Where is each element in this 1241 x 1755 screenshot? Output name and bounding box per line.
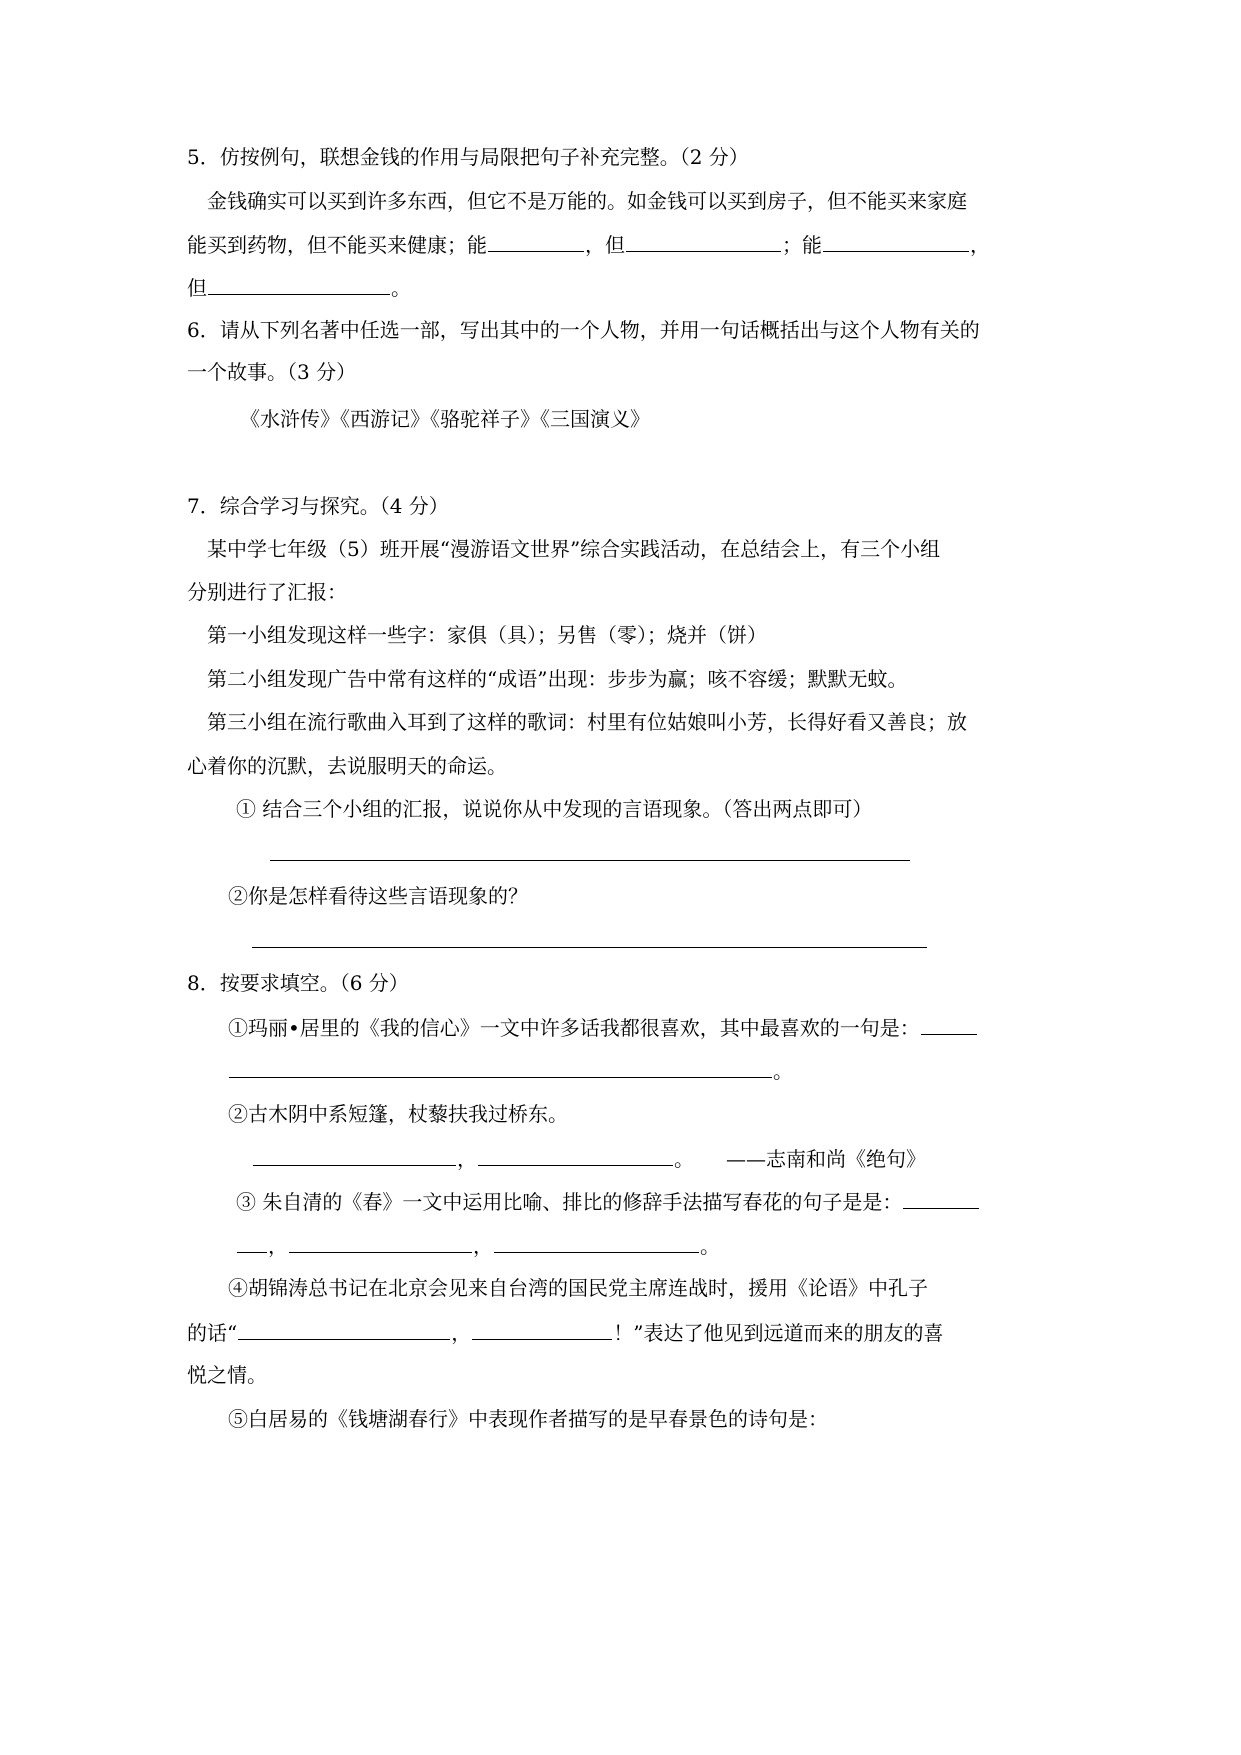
q8-blank-4b[interactable] bbox=[472, 1317, 612, 1340]
q5-text: ， bbox=[970, 233, 990, 257]
q8-text: ， bbox=[451, 1321, 472, 1345]
q7-group-3: 第三小组在流行歌曲入耳到了这样的歌词：村里有位姑娘叫小芳，长得好看又善良；放 bbox=[207, 710, 967, 734]
q5-blank-3[interactable] bbox=[823, 229, 969, 252]
q8-text: ， bbox=[473, 1234, 493, 1258]
q5-line2 bbox=[187, 229, 1057, 259]
q7-intro-cont: 分别进行了汇报： bbox=[187, 580, 347, 604]
q8-item-2-blanks bbox=[252, 1143, 1052, 1173]
q5-blank-2[interactable] bbox=[626, 229, 781, 252]
q5-text: ；能 bbox=[782, 233, 822, 257]
q7-title: 7．综合学习与探究。（4 分） bbox=[187, 494, 449, 518]
q8-item-3-blanks bbox=[236, 1230, 1058, 1260]
q7-sub-question-1: ① 结合三个小组的汇报，说说你从中发现的言语现象。（答出两点即可） bbox=[236, 797, 873, 821]
q8-item-5: ⑤白居易的《钱塘湖春行》中表现作者描写的是早春景色的诗句是： bbox=[228, 1407, 828, 1431]
q8-item-4-cont: 悦之情。 bbox=[187, 1363, 267, 1387]
q5-text: 。 bbox=[391, 276, 411, 300]
q5-line3 bbox=[187, 272, 1057, 302]
q5-blank-1[interactable] bbox=[488, 229, 584, 252]
q8-blank-3[interactable] bbox=[903, 1186, 979, 1209]
q8-item-4: ④胡锦涛总书记在北京会见来自台湾的国民党主席连战时，援用《论语》中孔子 bbox=[228, 1276, 928, 1300]
q7-group-3-cont: 心着你的沉默，去说服明天的命运。 bbox=[187, 754, 507, 778]
q8-title: 8．按要求填空。（6 分） bbox=[187, 971, 409, 995]
q8-item-1 bbox=[228, 1012, 1058, 1042]
q7-intro: 某中学七年级（5）班开展“漫游语文世界”综合实践活动，在总结会上，有三个小组 bbox=[207, 537, 941, 561]
q8-text: 。 bbox=[773, 1059, 793, 1083]
q7-sub-question-2: ②你是怎样看待这些言语现象的？ bbox=[228, 884, 528, 908]
q8-attribution: ——志南和尚《绝句》 bbox=[726, 1147, 926, 1171]
q8-text: 的话“ bbox=[187, 1321, 238, 1345]
q8-text: ， bbox=[268, 1234, 288, 1258]
q8-blank-4a[interactable] bbox=[238, 1317, 450, 1340]
q8-item-4-blanks bbox=[187, 1317, 1057, 1347]
q8-blank-2b[interactable] bbox=[478, 1143, 673, 1166]
q7-answer-line-2[interactable] bbox=[252, 947, 927, 948]
q5-title: 5．仿按例句，联想金钱的作用与局限把句子补充完整。（2 分） bbox=[187, 145, 749, 169]
q6-title: 6．请从下列名著中任选一部，写出其中的一个人物，并用一句话概括出与这个人物有关的 bbox=[187, 318, 980, 342]
q8-blank-3a[interactable] bbox=[237, 1230, 267, 1253]
q8-item-2: ②古木阴中系短篷，杖藜扶我过桥东。 bbox=[228, 1102, 568, 1126]
q8-blank-3c[interactable] bbox=[494, 1230, 699, 1253]
q8-item-1-cont bbox=[228, 1055, 1058, 1085]
q8-text: ， bbox=[457, 1147, 477, 1171]
q8-blank-1[interactable] bbox=[921, 1012, 977, 1035]
q8-text: ①玛丽•居里的《我的信心》一文中许多话我都很喜欢，其中最喜欢的一句是： bbox=[228, 1016, 920, 1040]
q5-text: 能买到药物，但不能买来健康；能 bbox=[187, 233, 487, 257]
q7-group-2: 第二小组发现广告中常有这样的“成语”出现：步步为赢；咳不容缓；默默无蚊。 bbox=[207, 667, 908, 691]
q6-title-cont: 一个故事。（3 分） bbox=[187, 360, 357, 384]
q6-books: 《水浒传》《西游记》《骆驼祥子》《三国演义》 bbox=[240, 407, 650, 431]
q7-answer-line-1[interactable] bbox=[270, 860, 910, 861]
q7-group-1: 第一小组发现这样一些字：家俱（具）；另售（零）；烧并（饼） bbox=[207, 623, 767, 647]
q5-text: ，但 bbox=[585, 233, 625, 257]
q8-text: 。 bbox=[674, 1147, 694, 1171]
q8-text: ！”表达了他见到远道而来的朋友的喜 bbox=[613, 1321, 944, 1345]
q5-example: 金钱确实可以买到许多东西，但它不是万能的。如金钱可以买到房子，但不能买来家庭 bbox=[207, 189, 967, 213]
q8-blank-3b[interactable] bbox=[289, 1230, 472, 1253]
q8-text: ③ 朱自清的《春》一文中运用比喻、排比的修辞手法描写春花的句子是是： bbox=[236, 1190, 903, 1214]
q8-blank-1b[interactable] bbox=[229, 1055, 772, 1078]
q5-text: 但 bbox=[187, 276, 207, 300]
q5-blank-4[interactable] bbox=[208, 272, 390, 295]
q8-item-3 bbox=[236, 1186, 1058, 1216]
q8-blank-2a[interactable] bbox=[253, 1143, 456, 1166]
q8-text: 。 bbox=[700, 1234, 720, 1258]
